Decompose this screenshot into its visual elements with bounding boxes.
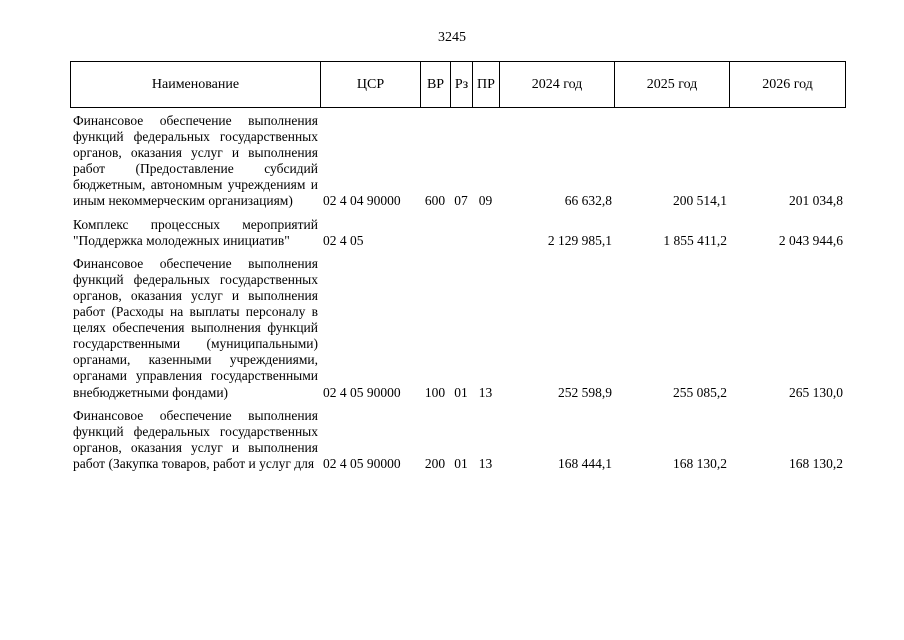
row-pr: 13 — [478, 384, 493, 400]
row-pr: 09 — [478, 193, 493, 209]
row-vr: 600 — [424, 193, 446, 209]
page-number: 3245 — [438, 30, 466, 45]
row-2024: 2 129 985,1 — [547, 232, 612, 248]
row-csr: 02 4 05 90000 — [323, 384, 401, 400]
row-name: Финансовое обеспечение выполнения функций федеральных государственных органов, оказания услуг и выполнения работ (Расходы на выплаты персоналу в целях обеспечения выполнения функций государственными (муниципальными) органами, казенными учреждениями, органами управления государственными внебюджетными фондами) — [73, 255, 318, 400]
header-2024: 2024 год — [500, 62, 615, 108]
header-2025: 2025 год — [615, 62, 730, 108]
row-name: Финансовое обеспечение выполнения функций федеральных государственных органов, оказания услуг и выполнения работ (Предоставление субсидий бюджетным, автономным учреждениям и иным некоммерческим организациям) — [73, 113, 318, 209]
row-2025: 168 130,2 — [673, 455, 727, 471]
row-2024: 66 632,8 — [564, 193, 612, 209]
header-pr: ПР — [473, 62, 500, 108]
row-2024: 252 598,9 — [558, 384, 612, 400]
table-row — [70, 408, 845, 472]
header-vr: ВР — [421, 62, 451, 108]
row-rz — [450, 217, 472, 249]
table-row — [70, 113, 845, 210]
row-vr — [420, 217, 450, 249]
row-vr: 100 — [424, 384, 446, 400]
header-csr: ЦСР — [321, 62, 421, 108]
table-body — [70, 113, 845, 472]
header-name: Наименование — [71, 62, 321, 108]
row-vr: 200 — [424, 455, 446, 471]
row-name: Комплекс процессных мероприятий "Поддержка молодежных инициатив" — [73, 216, 318, 248]
row-csr: 02 4 04 90000 — [323, 193, 401, 209]
row-2026: 265 130,0 — [789, 384, 843, 400]
row-rz: 01 — [454, 455, 468, 471]
row-rz: 07 — [454, 193, 468, 209]
row-2025: 200 514,1 — [673, 193, 727, 209]
row-pr: 13 — [478, 455, 493, 471]
table-row — [70, 256, 845, 401]
header-2026: 2026 год — [730, 62, 846, 108]
row-csr: 02 4 05 — [323, 232, 364, 248]
row-2026: 2 043 944,6 — [778, 232, 843, 248]
row-2025: 255 085,2 — [673, 384, 727, 400]
row-name: Финансовое обеспечение выполнения функций федеральных государственных органов, оказания услуг и выполнения работ (Закупка товаров, работ и услуг для — [73, 407, 318, 471]
row-pr — [472, 217, 499, 249]
table-row — [70, 217, 845, 249]
row-2025: 1 855 411,2 — [663, 232, 727, 248]
row-rz: 01 — [454, 384, 468, 400]
header-rz: Рз — [451, 62, 473, 108]
row-2026: 168 130,2 — [789, 455, 843, 471]
row-csr: 02 4 05 90000 — [323, 455, 401, 471]
table-header — [70, 61, 846, 108]
row-2026: 201 034,8 — [789, 193, 843, 209]
row-2024: 168 444,1 — [558, 455, 612, 471]
